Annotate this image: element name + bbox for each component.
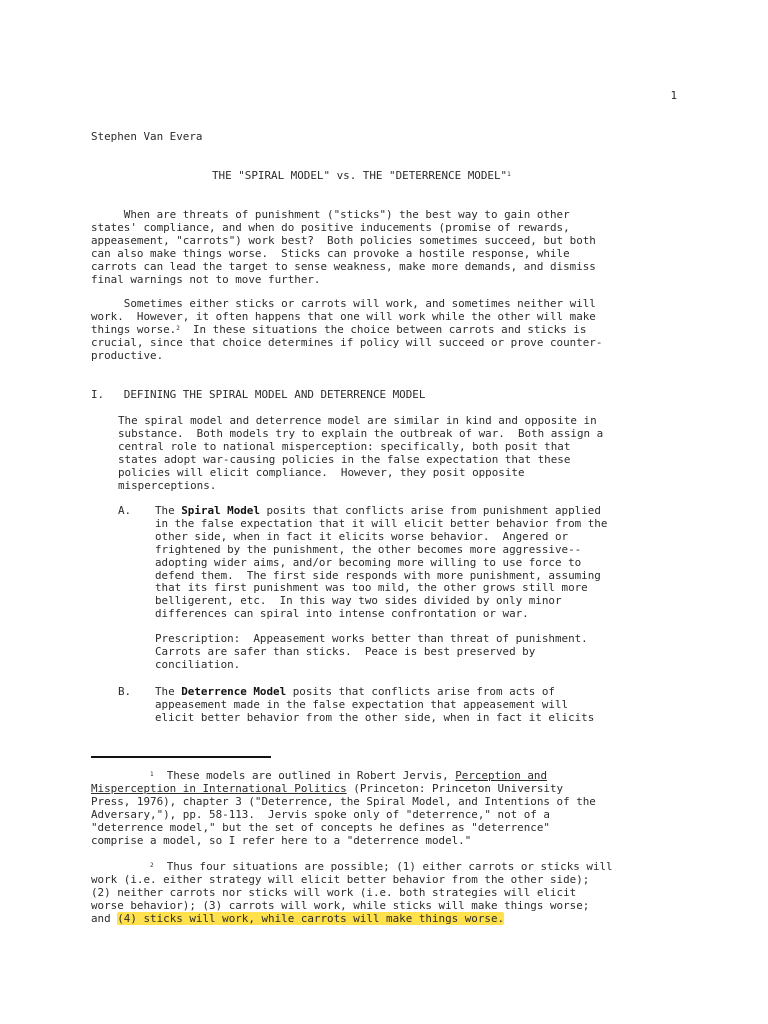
footnote-divider	[91, 756, 271, 758]
author-name: Stephen Van Evera	[91, 130, 203, 143]
item-a-label: A.	[118, 504, 132, 517]
footnote-1-rest: (Princeton: Princeton University Press, 1976), chapter 3 ("Deterrence, the Spiral Model, and Intentions of the Adversary,"), pp. 58-113. Jervis spoke only of "deterrence," not of a "deterrence model," but the set of concepts he defines as "deterrence" comprise a model, so I refer here to a "deterrence model."	[91, 781, 596, 847]
paragraph-2-text-a: Sometimes either sticks or carrots will work, and sometimes neither will work. However, it often happens that one will work while the other will make things worse.	[91, 297, 596, 336]
item-b-term: Deterrence Model	[181, 685, 287, 698]
footnote-1-marker: 1	[150, 771, 154, 778]
item-b-body	[155, 686, 594, 725]
footnote-2-highlight[interactable]: (4) sticks will work, while carrots will make things worse.	[117, 911, 505, 925]
item-a-body	[155, 505, 607, 621]
footnote-1	[91, 770, 596, 847]
title-footnote-ref[interactable]: 1	[507, 171, 511, 178]
footnote-1-book-title-a: Perception and	[455, 769, 548, 782]
item-a-first-line: posits that conflicts arise from punishment applied	[259, 504, 601, 517]
paragraph-2	[91, 298, 681, 363]
item-a-lead: The	[155, 504, 182, 517]
item-a-prescription: Prescription: Appeasement works better than threat of punishment. Carrots are safer than sticks. Peace is best preserved by conciliation.	[155, 632, 588, 671]
item-a-term: Spiral Model	[181, 504, 260, 517]
footnote-1-lead: These models are outlined in Robert Jervis,	[153, 769, 456, 782]
title-text: THE "SPIRAL MODEL" vs. THE "DETERRENCE MODEL"	[212, 169, 508, 182]
item-b-first-line: posits that conflicts arise from acts of	[286, 685, 555, 698]
paragraph-2-text-b: In these situations the choice between carrots and sticks is crucial, since that choice determines if policy will succeed or prove counter- productive.	[91, 322, 603, 362]
page-number: 1	[670, 89, 677, 102]
paragraph-1: When are threats of punishment ("sticks") the best way to gain other states' compliance, and when do positive inducements (promise of rewards, appeasement, "carrots") work best? Both policies sometimes succeed, but both can also make things worse. Sticks can provoke a hostile response, while carrots can lead the target to sense weakness, make more demands, and dismiss final warnings not to move further.	[91, 208, 596, 286]
footnote-2-marker: 2	[150, 862, 154, 869]
footnote-2	[91, 861, 613, 926]
section-heading: I. DEFINING THE SPIRAL MODEL AND DETERRENCE MODEL	[91, 388, 426, 401]
footnote-1-book-title-b: Misperception in International Politics	[91, 781, 347, 795]
item-b-rest: appeasement made in the false expectation that appeasement will elicit better behavior from the other side, when in fact it elicits	[155, 697, 595, 724]
section-intro: The spiral model and deterrence model are similar in kind and opposite in substance. Both models try to explain the outbreak of war. Both assign a central role to national misperception: specifically, both posit that states adopt war-causing policies in the false expectation that these policies will elicit compliance. However, they posit opposite misperceptions.	[118, 414, 604, 492]
paragraph-2-footnote-ref[interactable]: 2	[176, 324, 180, 332]
item-b-label: B.	[118, 685, 132, 698]
footnote-2-text: Thus four situations are possible; (1) either carrots or sticks will work (i.e. either strategy will elicit better behavior from the other side); (2) neither carrots nor sticks will work (i.e. both strategies will elicit worse behavior); (3) carrots will work, while sticks will make things worse; and	[91, 860, 613, 925]
item-a-rest: in the false expectation that it will elicit better behavior from the other side, when in fact it elicits worse behavior. Angered or frightened by the punishment, the other becomes more aggressive-- adopting wider aims, and/or becoming more willing to use force to defend them. The first side responds with more punishment, assuming that its first punishment was too mild, the other grows still more belligerent, etc. In this way two sides divided by only minor differences can spiral into intense confrontation or war.	[155, 516, 608, 621]
item-b-lead: The	[155, 685, 182, 698]
document-title	[212, 170, 511, 183]
